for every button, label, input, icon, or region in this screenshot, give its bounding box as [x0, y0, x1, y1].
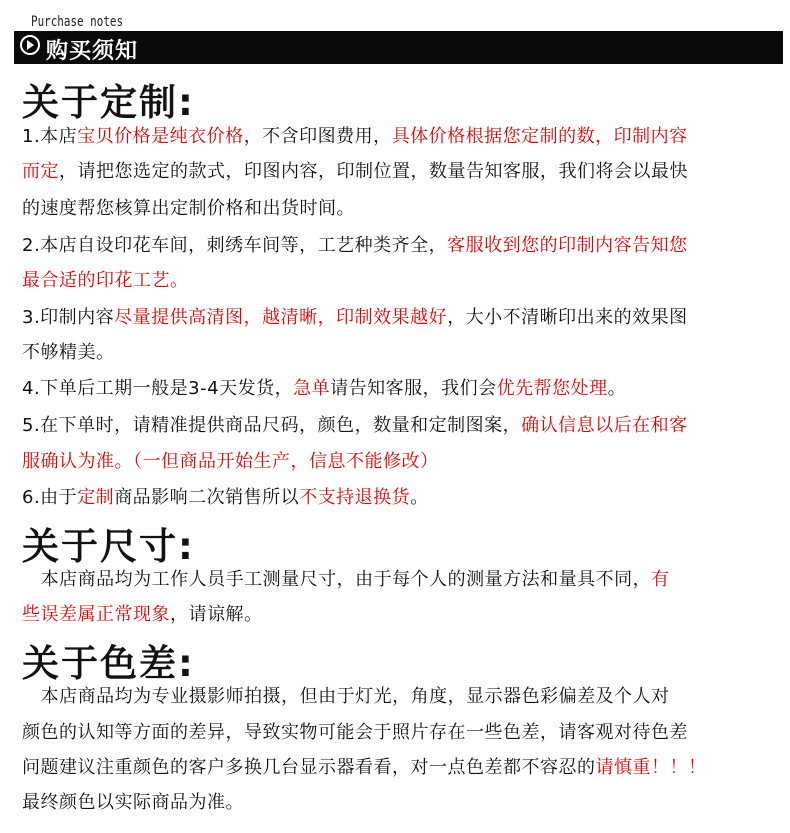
header-title: 购买须知: [46, 39, 139, 64]
body-text: 颜色的认知等方面的差异，导致实物可能会于照片存在一些色差，请客观对待色差: [22, 722, 688, 743]
highlighted-text: 最合适的印花工艺。: [22, 270, 189, 291]
body-text: 。: [410, 487, 429, 508]
text-line: [22, 309, 688, 327]
text-line: [22, 724, 688, 742]
body-text: 商品影响二次销售所以: [114, 487, 300, 508]
header-english-label: Purchase notes: [31, 14, 124, 30]
text-line: [22, 453, 439, 471]
text-line: [22, 200, 355, 218]
text-line: [22, 759, 707, 777]
body-text: ，请把您选定的款式，印图内容，印制位置，数量告知客服，我们将会以最快: [59, 161, 688, 182]
body-text: 的速度帮您核算出定制价格和出货时间。: [22, 198, 355, 219]
highlighted-text: 急单: [293, 378, 331, 399]
highlighted-text: 而定: [22, 161, 59, 182]
highlighted-text: 请慎重！！！: [595, 757, 707, 778]
body-text: 问题建议注重颜色的客户多换几台显示器看看，对一点色差都不容忍的: [22, 757, 596, 778]
text-line: [22, 571, 670, 589]
body-text: ，请谅解。: [170, 604, 263, 625]
highlighted-text: 定制: [77, 487, 115, 508]
body-text: 5.在下单时，请精准提供商品尺码，颜色，数量和定制图案，: [22, 415, 522, 436]
highlighted-text: 确认信息以后在和客: [521, 415, 688, 436]
body-text: ，不含印图费用，: [243, 126, 392, 147]
body-text: 1.本店: [22, 126, 78, 147]
text-line: [22, 344, 115, 362]
body-text: 3.印制内容: [22, 307, 115, 328]
highlighted-text: 服确认为准。（一但商品开始生产，信息不能修改）: [22, 451, 439, 472]
body-text: 6.由于: [22, 487, 78, 508]
body-text: 2.本店自设印花车间，刺绣车间等，工艺种类齐全，: [22, 235, 448, 256]
text-line: [22, 380, 626, 398]
body-text: 不够精美。: [22, 342, 115, 363]
body-text: 4.下单后工期一般是3-4天发货，: [22, 378, 294, 399]
play-circle-icon: [20, 35, 40, 55]
body-text: 本店商品均为专业摄影师拍摄，但由于灯光，角度，显示器色彩偏差及个人对: [22, 686, 670, 707]
text-line: [22, 237, 688, 255]
body-text: 本店商品均为工作人员手工测量尺寸，由于每个人的测量方法和量具不同，: [22, 569, 652, 590]
highlighted-text: 具体价格根据您定制的数，印制内容: [391, 126, 688, 147]
highlighted-text: 不支持退换货: [299, 487, 411, 508]
highlighted-text: 尽量提供高清图，越清晰，印制效果越好: [114, 307, 448, 328]
section-title-size: 关于尺寸:: [22, 525, 195, 568]
section-title-custom: 关于定制:: [22, 81, 195, 124]
text-line: [22, 272, 189, 290]
highlighted-text: 有: [651, 569, 670, 590]
highlighted-text: 客服收到您的印制内容告知您: [447, 235, 688, 256]
body-text: 最终颜色以实际商品为准。: [22, 792, 244, 813]
text-line: [22, 688, 670, 706]
highlighted-text: 些误差属正常现象: [22, 604, 170, 625]
text-line: [22, 128, 688, 146]
body-text: ，大小不清晰印出来的效果图: [447, 307, 688, 328]
section-title-color: 关于色差:: [22, 642, 195, 685]
body-text: 请告知客服，我们会: [330, 378, 497, 399]
highlighted-text: 优先帮您处理: [496, 378, 608, 399]
body-text: 。: [607, 378, 627, 399]
text-line: [22, 163, 688, 181]
text-line: [22, 606, 263, 624]
header-bar: [14, 31, 783, 64]
text-line: [22, 489, 429, 507]
text-line: [22, 417, 688, 435]
highlighted-text: 宝贝价格是纯衣价格: [77, 126, 244, 147]
text-line: [22, 794, 244, 812]
